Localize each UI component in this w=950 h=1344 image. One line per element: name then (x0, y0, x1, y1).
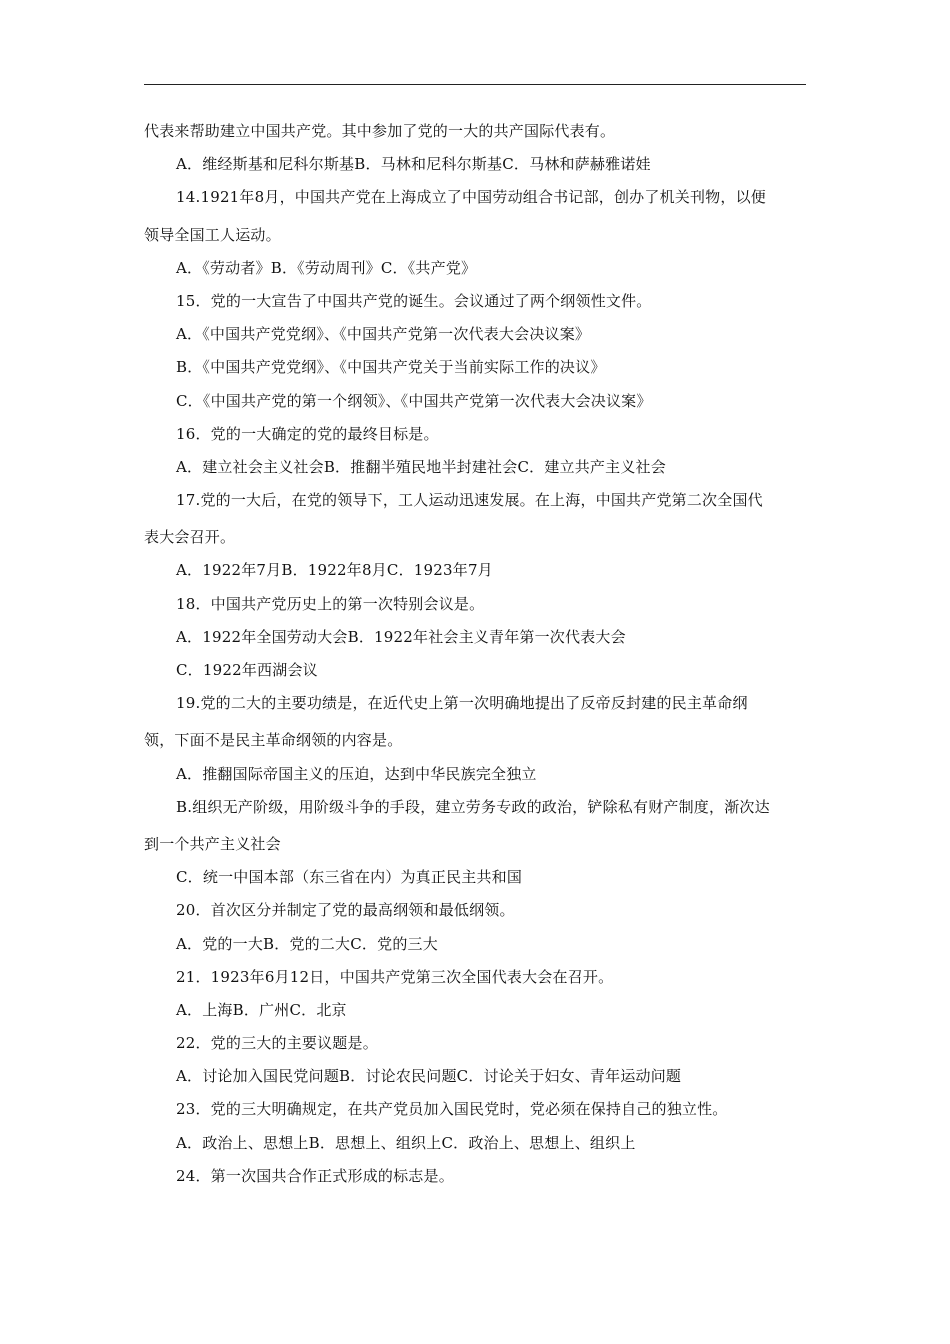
text-line: 18．中国共产党历史上的第一次特别会议是。 (176, 594, 485, 613)
text-line: A．1922年全国劳动大会B．1922年社会主义青年第一次代表大会 (176, 627, 626, 646)
text-line: 代表来帮助建立中国共产党。其中参加了党的一大的共产国际代表有。 (144, 122, 616, 140)
text-line: 19.党的二大的主要功绩是，在近代史上第一次明确地提出了反帝反封建的民主革命纲 (176, 694, 748, 713)
text-line: B.组织无产阶级，用阶级斗争的手段，建立劳务专政的政治，铲除私有财产制度，渐次达 (176, 797, 770, 816)
text-line: C．《中国共产党的第一个纲领》、《中国共产党第一次代表大会决议案》 (176, 391, 652, 410)
text-line: B．《中国共产党党纲》、《中国共产党关于当前实际工作的决议》 (176, 358, 606, 377)
text-line: 14.1921年8月，中国共产党在上海成立了中国劳动组合书记部，创办了机关刊物，以便 (176, 188, 766, 207)
text-line: A．1922年7月B．1922年8月C．1923年7月 (176, 561, 493, 580)
text-line: A．上海B．广州C．北京 (176, 1000, 347, 1019)
text-line: A．维经斯基和尼科尔斯基B．马林和尼科尔斯基C．马林和萨赫雅诺娃 (176, 155, 651, 174)
header-rule (144, 84, 806, 85)
text-line: 16．党的一大确定的党的最终目标是。 (176, 424, 439, 443)
text-line: A．讨论加入国民党问题B．讨论农民问题C．讨论关于妇女、青年运动问题 (176, 1067, 682, 1086)
text-line: A．政治上、思想上B．思想上、组织上C．政治上、思想上、组织上 (176, 1133, 636, 1152)
text-line: 表大会召开。 (144, 528, 236, 547)
text-line: A．党的一大B．党的二大C．党的三大 (176, 934, 438, 953)
text-line: 20．首次区分并制定了党的最高纲领和最低纲领。 (176, 901, 515, 920)
text-line: 21．1923年6月12日，中国共产党第三次全国代表大会在召开。 (176, 967, 614, 986)
text-line: 24．第一次国共合作正式形成的标志是。 (176, 1166, 454, 1185)
text-line: 17.党的一大后，在党的领导下，工人运动迅速发展。在上海，中国共产党第二次全国代 (176, 491, 763, 510)
text-line: 23．党的三大明确规定，在共产党员加入国民党时，党必须在保持自己的独立性。 (176, 1100, 728, 1119)
text-line: A．《中国共产党党纲》、《中国共产党第一次代表大会决议案》 (176, 325, 591, 344)
text-line: C．统一中国本部（东三省在内）为真正民主共和国 (176, 868, 523, 887)
text-line: 到一个共产主义社会 (144, 834, 281, 853)
text-line: 22．党的三大的主要议题是。 (176, 1034, 378, 1053)
document-body (144, 121, 814, 1186)
text-line: A．推翻国际帝国主义的压迫，达到中华民族完全独立 (176, 764, 537, 783)
text-line: 领，下面不是民主革命纲领的内容是。 (144, 731, 403, 750)
text-line: C．1922年西湖会议 (176, 661, 318, 679)
text-line: 15．党的一大宣告了中国共产党的诞生。会议通过了两个纲领性文件。 (176, 291, 652, 310)
text-line: 领导全国工人运动。 (144, 225, 281, 244)
text-line: A．建立社会主义社会B．推翻半殖民地半封建社会C．建立共产主义社会 (176, 457, 666, 476)
text-line: A．《劳动者》B．《劳动周刊》C．《共产党》 (176, 258, 477, 277)
